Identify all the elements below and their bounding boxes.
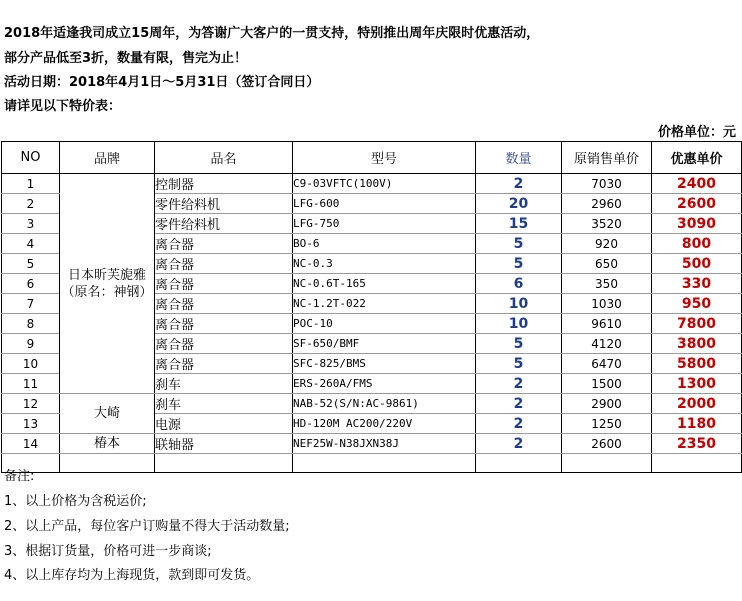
product-name: 控制器: [155, 174, 293, 194]
note-item: 2、以上产品，每位客户订购量不得大于活动数量;: [4, 519, 290, 534]
row-no: 1: [2, 174, 60, 194]
note-item: 1、以上价格为含税运价;: [4, 494, 147, 509]
promo-price: 800: [652, 234, 742, 254]
original-price: 920: [562, 234, 652, 254]
quantity: 5: [476, 254, 562, 274]
product-name: 离合器: [155, 354, 293, 374]
header-promo-price: 优惠单价: [652, 142, 742, 174]
price-unit-label: 价格单位：元: [657, 125, 736, 140]
product-model: BO-6: [293, 234, 476, 254]
original-price: 2960: [562, 194, 652, 214]
table-header-row: [2, 142, 742, 174]
empty-cell: [652, 454, 742, 473]
quantity: 10: [476, 294, 562, 314]
promo-price: 330: [652, 274, 742, 294]
promo-price: 3800: [652, 334, 742, 354]
product-name: 零件给料机: [155, 214, 293, 234]
row-no: 9: [2, 334, 60, 354]
product-name: 电源: [155, 414, 293, 434]
row-no: 6: [2, 274, 60, 294]
promo-price: 950: [652, 294, 742, 314]
original-price: 9610: [562, 314, 652, 334]
empty-cell: [562, 454, 652, 473]
quantity: 5: [476, 354, 562, 374]
product-name: 离合器: [155, 334, 293, 354]
header-orig-price: 原销售单价: [562, 142, 652, 174]
promo-price: 3090: [652, 214, 742, 234]
product-name: 联轴器: [155, 434, 293, 454]
product-model: NAB-52(S/N:AC-9861): [293, 394, 476, 414]
promo-price: 2000: [652, 394, 742, 414]
product-model: NC-0.3: [293, 254, 476, 274]
brand-cell: [60, 394, 155, 434]
quantity: 15: [476, 214, 562, 234]
empty-row: [2, 454, 742, 473]
brand-name: 日本昕芙旎雅: [67, 267, 146, 283]
product-name: 离合器: [155, 294, 293, 314]
original-price: 7030: [562, 174, 652, 194]
note-item: 4、以上库存均为上海现货，款到即可发货。: [4, 568, 260, 583]
quantity: 2: [476, 394, 562, 414]
empty-cell: [60, 454, 155, 473]
product-name: 离合器: [155, 234, 293, 254]
brand-name: 椿本: [93, 436, 120, 451]
original-price: 1250: [562, 414, 652, 434]
promo-price: 2400: [652, 174, 742, 194]
original-price: 350: [562, 274, 652, 294]
original-price: 1030: [562, 294, 652, 314]
promo-price: 500: [652, 254, 742, 274]
row-no: 4: [2, 234, 60, 254]
brand-alias: （原名：神钢）: [61, 284, 153, 300]
promo-price: 7800: [652, 314, 742, 334]
promo-price: 2600: [652, 194, 742, 214]
note-item: 3、根据订货量，价格可进一步商谈;: [4, 544, 212, 559]
promo-price: 5800: [652, 354, 742, 374]
header-no: NO: [2, 142, 60, 174]
intro-line-1: 2018年适逢我司成立15周年，为答谢广大客户的一贯支持，特别推出周年庆限时优惠活动，: [4, 26, 540, 41]
row-no: 8: [2, 314, 60, 334]
quantity: 2: [476, 374, 562, 394]
original-price: 3520: [562, 214, 652, 234]
empty-cell: [155, 454, 293, 473]
header-qty: 数量: [476, 142, 562, 174]
original-price: 2600: [562, 434, 652, 454]
quantity: 2: [476, 434, 562, 454]
intro-line-4: 请详见以下特价表：: [4, 99, 122, 114]
promo-price: 1300: [652, 374, 742, 394]
row-no: 12: [2, 394, 60, 414]
header-name: 品名: [155, 142, 293, 174]
promo-price: 1180: [652, 414, 742, 434]
row-no: 3: [2, 214, 60, 234]
product-model: SFC-825/BMS: [293, 354, 476, 374]
promo-price: 2350: [652, 434, 742, 454]
row-no: 10: [2, 354, 60, 374]
product-name: 离合器: [155, 254, 293, 274]
table-row: [2, 174, 742, 194]
product-name: 刹车: [155, 374, 293, 394]
original-price: 2900: [562, 394, 652, 414]
header-model: 型号: [293, 142, 476, 174]
original-price: 4120: [562, 334, 652, 354]
product-model: HD-120M AC200/220V: [293, 414, 476, 434]
product-model: NC-1.2T-022: [293, 294, 476, 314]
brand-name: 大崎: [93, 406, 120, 421]
original-price: 1500: [562, 374, 652, 394]
table-row: [2, 394, 742, 414]
activity-date: 活动日期：2018年4月1日～5月31日（签订合同日）: [4, 75, 320, 90]
product-name: 离合器: [155, 314, 293, 334]
row-no: 5: [2, 254, 60, 274]
special-price-table: [1, 141, 742, 473]
original-price: 650: [562, 254, 652, 274]
product-model: ERS-260A/FMS: [293, 374, 476, 394]
quantity: 10: [476, 314, 562, 334]
original-price: 6470: [562, 354, 652, 374]
quantity: 5: [476, 334, 562, 354]
row-no: 14: [2, 434, 60, 454]
row-no: 2: [2, 194, 60, 214]
product-model: LFG-600: [293, 194, 476, 214]
notes-title: 备注:: [4, 469, 35, 484]
product-model: C9-03VFTC(100V): [293, 174, 476, 194]
row-no: 7: [2, 294, 60, 314]
brand-cell: [60, 174, 155, 394]
empty-cell: [293, 454, 476, 473]
quantity: 20: [476, 194, 562, 214]
table-row: [2, 434, 742, 454]
product-name: 刹车: [155, 394, 293, 414]
product-name: 离合器: [155, 274, 293, 294]
quantity: 5: [476, 234, 562, 254]
row-no: 13: [2, 414, 60, 434]
product-model: LFG-750: [293, 214, 476, 234]
brand-cell: [60, 434, 155, 454]
quantity: 2: [476, 174, 562, 194]
quantity: 6: [476, 274, 562, 294]
header-brand: 品牌: [60, 142, 155, 174]
empty-cell: [476, 454, 562, 473]
quantity: 2: [476, 414, 562, 434]
intro-line-2: 部分产品低至3折，数量有限，售完为止！: [4, 51, 248, 66]
product-name: 零件给料机: [155, 194, 293, 214]
product-model: NEF25W-N38JXN38J: [293, 434, 476, 454]
product-model: NC-0.6T-165: [293, 274, 476, 294]
product-model: POC-10: [293, 314, 476, 334]
product-model: SF-650/BMF: [293, 334, 476, 354]
row-no: 11: [2, 374, 60, 394]
